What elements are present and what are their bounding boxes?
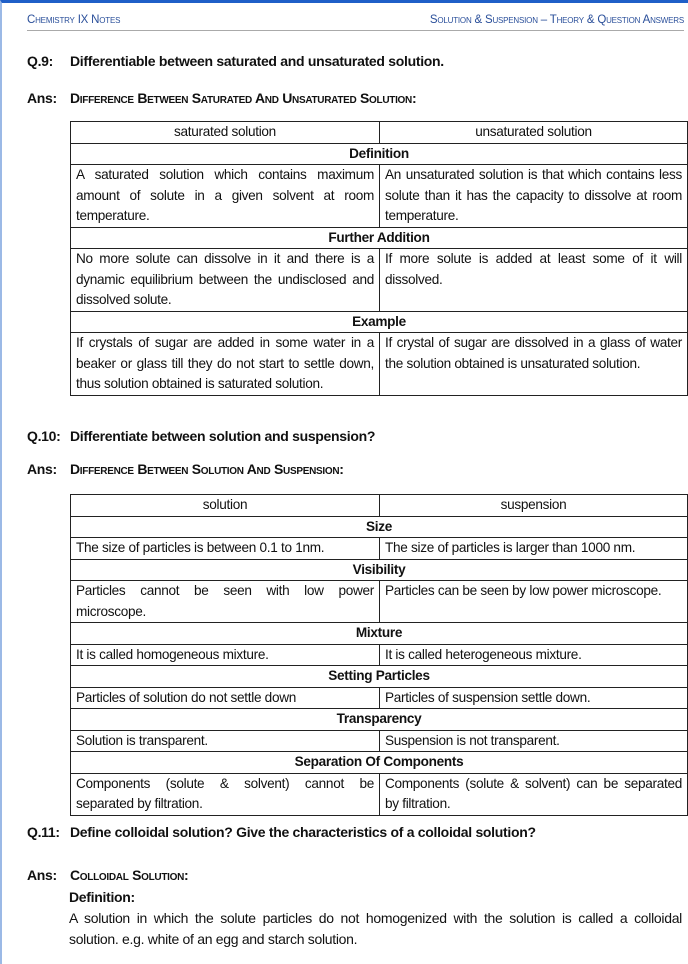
header-right: Solution & Suspension – Theory & Question Answers [429, 14, 684, 26]
left-cell: A saturated solution which contains maximum amount of solute in a given solvent at room temperature. [71, 165, 380, 228]
definition-text: A solution in which the solute particles do not homogenized with the solution is called a colloidal solution. e.g. white of an egg and starch solution. [69, 910, 682, 947]
table-row [71, 644, 688, 666]
section-title: Definition [71, 143, 688, 165]
right-cell: If crystal of sugar are dissolved in a glass of water the solution obtained is unsaturated solution. [380, 333, 688, 396]
ans-title: Difference Between Solution And Suspension: [70, 461, 344, 477]
section-row [71, 666, 688, 688]
q-label: Q.10: [27, 428, 61, 444]
q-text: Differentiate between solution and suspension? [70, 428, 376, 444]
ans-title: Colloidal Solution: [70, 867, 189, 883]
right-cell: Suspension is not transparent. [380, 730, 688, 752]
right-cell: If more solute is added at least some of it will dissolved. [380, 249, 688, 312]
section-title: Setting Particles [71, 666, 688, 688]
ans-label: Ans: [27, 867, 57, 883]
section-row [71, 227, 688, 249]
table-row [71, 538, 688, 560]
definition-label: Definition: [69, 889, 135, 905]
section-row [71, 623, 688, 645]
column-header: solution [71, 495, 380, 517]
section-row [71, 143, 688, 165]
right-cell: The size of particles is larger than 1000 nm. [380, 538, 688, 560]
solution-vs-suspension-table [70, 494, 688, 816]
column-header: suspension [380, 495, 688, 517]
q-label: Q.11: [27, 824, 60, 840]
section-title: Mixture [71, 623, 688, 645]
section-title: Visibility [71, 559, 688, 581]
left-cell: Components (solute & solvent) cannot be separated by filtration. [71, 773, 380, 815]
left-cell: It is called homogeneous mixture. [71, 644, 380, 666]
left-cell: If crystals of sugar are added in some water in a beaker or glass till they do not start to settle down, thus solution obtained is saturated solution. [71, 333, 380, 396]
column-header: saturated solution [71, 122, 380, 144]
right-cell: An unsaturated solution is that which contains less solute than it has the capacity to dissolve at room temperature. [380, 165, 688, 228]
left-cell: Particles of solution do not settle down [71, 687, 380, 709]
table-header-row [71, 122, 688, 144]
section-row [71, 709, 688, 731]
page-header [27, 14, 684, 31]
right-cell: Components (solute & solvent) can be separated by filtration. [380, 773, 688, 815]
answer-11-title [27, 867, 188, 883]
answer-10-title [27, 461, 344, 477]
answer-9-title [27, 90, 416, 106]
ans-title: Difference Between Saturated And Unsaturated Solution: [70, 90, 417, 106]
q-text: Define colloidal solution? Give the characteristics of a colloidal solution? [70, 824, 536, 840]
table-row [71, 249, 688, 312]
section-row [71, 752, 688, 774]
right-cell: It is called heterogeneous mixture. [380, 644, 688, 666]
section-row [71, 559, 688, 581]
section-title: Example [71, 311, 688, 333]
q-text: Differentiable between saturated and unsaturated solution. [70, 53, 444, 69]
right-cell: Particles can be seen by low power microscope. [380, 581, 688, 623]
question-9 [27, 53, 444, 69]
column-header: unsaturated solution [380, 122, 688, 144]
question-11 [27, 824, 536, 840]
section-row [71, 311, 688, 333]
section-row [71, 516, 688, 538]
section-title: Transparency [71, 709, 688, 731]
left-cell: The size of particles is between 0.1 to 1nm. [71, 538, 380, 560]
left-cell: No more solute can dissolve in it and there is a dynamic equilibrium between the undisclosed and dissolved solute. [71, 249, 380, 312]
left-cell: Solution is transparent. [71, 730, 380, 752]
table-row [71, 687, 688, 709]
table-row [71, 581, 688, 623]
q-label: Q.9: [27, 53, 54, 69]
table-row [71, 165, 688, 228]
table-row [71, 773, 688, 815]
ans-label: Ans: [27, 90, 57, 106]
section-title: Separation Of Components [71, 752, 688, 774]
saturated-vs-unsaturated-table [70, 121, 688, 396]
header-left: Chemistry IX Notes [27, 14, 121, 26]
left-cell: Particles cannot be seen with low power microscope. [71, 581, 380, 623]
table-header-row [71, 495, 688, 517]
question-10 [27, 428, 375, 444]
section-title: Further Addition [71, 227, 688, 249]
table-row [71, 730, 688, 752]
section-title: Size [71, 516, 688, 538]
ans-label: Ans: [27, 461, 57, 477]
right-cell: Particles of suspension settle down. [380, 687, 688, 709]
table-row [71, 333, 688, 396]
